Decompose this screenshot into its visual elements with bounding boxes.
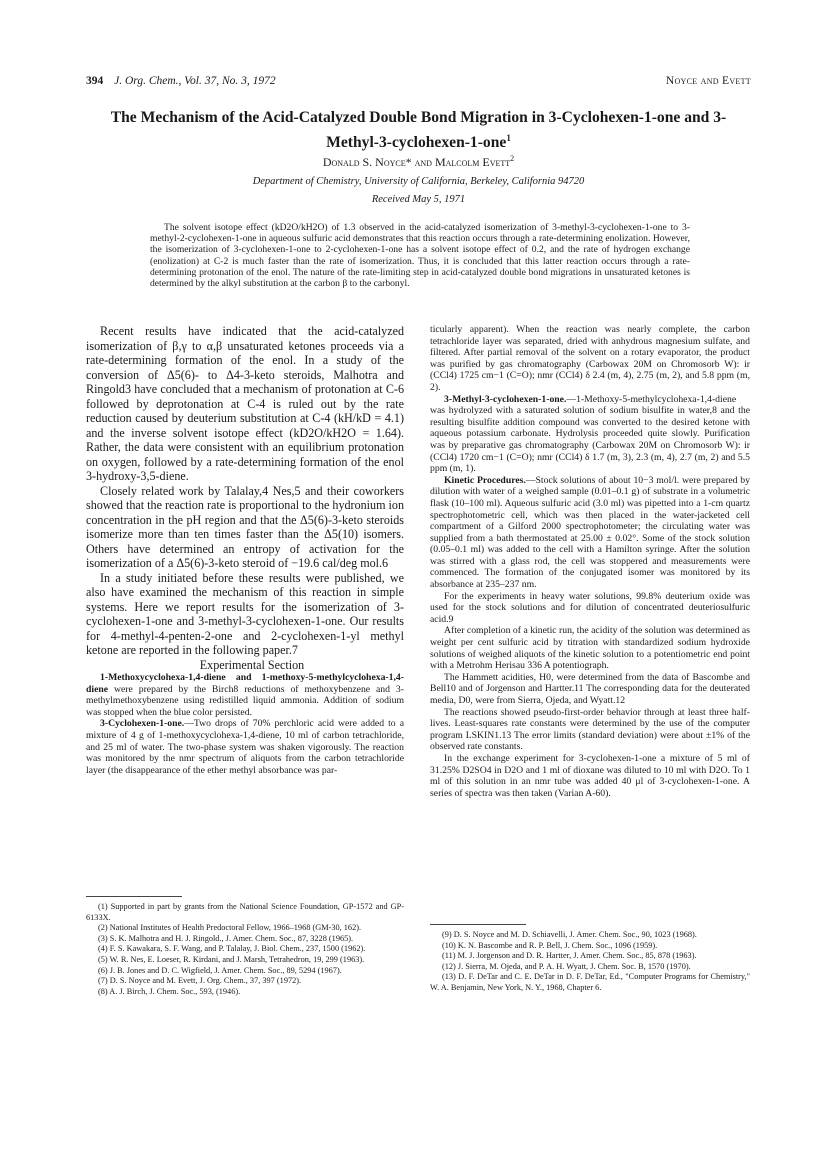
experimental-paragraph-1 (86, 672, 404, 718)
affiliation: Department of Chemistry, University of California, Berkeley, California 94720 (252, 176, 585, 187)
title-footnote-mark: 1 (506, 133, 511, 143)
experimental-paragraph-3: ticularly apparent). When the reaction was nearly complete, the carbon tetrachloride layer was separated, dried with anhydrous magnesium sulfate, and filtered. After partial removal of the solvent on a rotary evaporator, the product was purified by gas chromatography (Carbowax 20M on Chromosorb W): ir (CCl4) 1725 cm−1 (C=O); nmr (CCl4) δ 2.4 (m, 4), 2.75 (m, 2), and 5.8 ppm (m, 2). (430, 324, 750, 393)
experimental-paragraph-9: The reactions showed pseudo-first-order behavior through at least three half-lives. Least-squares rate constants were determined by the use of the computer program LSKIN1.13 The error limits (standard deviation) were about ±1% of the observed rate constants. (430, 706, 750, 753)
footnote: (11) M. J. Jorgenson and D. R. Hartter, J. Amer. Chem. Soc., 85, 878 (1963). (442, 951, 697, 961)
intro-paragraph-1: Recent results have indicated that the acid-catalyzed isomerization of β,γ to α,β unsaturated ketones proceeds via a rate-determining formation of the enol. In a study of the conversion of Δ5(6)- to Δ4-3-keto steroids, Malhotra and Ringold3 have concluded that a mechanism of protonation at C-6 followed by deprotonation at C-4 is ruled out by the rate reduction caused by deuterium substitution at C-4 (kH/kD = 4.1) and the inverse solvent isotope effect (kD2O/kH2O = 1.64). Rather, the data were consistent with an equilibrium protonation on oxygen, followed by a rate-determining formation of the enol 3-hydroxy-3,5-diene. (86, 324, 404, 483)
footnote: (1) Supported in part by grants from the National Science Foundation, GP-1572 and GP-6133X. (86, 902, 404, 922)
paragraph-text: were prepared by the Birch8 reductions of methoxybenzene and 3-methylmethoxybenzene using redistilled liquid ammonia. Addition of sodium was stopped when the blue color persisted. (86, 683, 404, 718)
intro-paragraph-3: In a study initiated before these results were published, we also have examined the mechanism of this reaction in simple systems. Here we report results for the isomerization of 3-cyclohexen-1-one and 3-methyl-3-cyclohexen-1-one. Our results for 4-methyl-4-penten-2-one and 2-cyclohexen-1-yl methyl ketone are reported in the following paper.7 (86, 570, 404, 657)
right-column (430, 324, 750, 799)
footnote: (3) S. K. Malhotra and H. J. Ringold., J. Amer. Chem. Soc., 87, 3228 (1965). (98, 933, 354, 943)
kinetic-procedures (430, 475, 750, 591)
author-line (86, 154, 751, 170)
experimental-paragraph-2 (86, 718, 404, 776)
footnotes-left (86, 902, 404, 997)
compound-heading: 3-Methyl-3-cyclohexen-1-one. (444, 393, 567, 405)
article-title-text: The Mechanism of the Acid-Catalyzed Double Bond Migration in 3-Cyclohexen-1-one and 3-Methyl-3-cyclohexen-1-one (110, 109, 727, 152)
subsection-heading: Kinetic Procedures. (444, 474, 526, 486)
experimental-paragraph-10: In the exchange experiment for 3-cyclohexen-1-one a mixture of 5 ml of 31.25% D2SO4 in D2O and 1 ml of dioxane was diluted to 10 ml with D2O. To 1 ml of this solution in an nmr tube was added 40 μl of 3-cyclohexen-1-one. A series of spectra was then taken (Varian A-60). (430, 752, 750, 799)
footnote-divider-right (430, 924, 526, 925)
footnote: (8) A. J. Birch, J. Chem. Soc., 593, (1946). (98, 986, 241, 996)
footnote: (6) J. B. Jones and D. C. Wigfield, J. Amer. Chem. Soc., 89, 5294 (1967). (98, 965, 342, 975)
received-date: Received May 5, 1971 (371, 194, 466, 205)
footnote: (9) D. S. Noyce and M. D. Schiavelli, J. Amer. Chem. Soc., 90, 1023 (1968). (442, 930, 697, 939)
footnote: (4) F. S. Kawakara, S. F. Wang, and P. Talalay, J. Biol. Chem., 237, 1500 (1962). (98, 944, 366, 954)
footnote: (12) J. Sierra, M. Ojeda, and P. A. H. Wyatt, J. Chem. Soc. B, 1570 (1970). (442, 961, 691, 971)
footnote: (7) D. S. Noyce and M. Evett, J. Org. Chem., 37, 397 (1972). (98, 976, 302, 986)
article-title (86, 108, 751, 153)
running-authors: Noyce and Evett (665, 75, 751, 87)
left-column (86, 324, 404, 776)
compound-heading: 3-Cyclohexen-1-one. (100, 718, 185, 730)
experimental-paragraph-8: The Hammett acidities, H0, were determined from the data of Bascombe and Bell10 and of Jorgenson and Hartter.11 The corresponding data for the deuterated media, D0, were from Sierra, Ojeda, and Wyatt.12 (430, 671, 750, 706)
page-number: 394 (86, 75, 104, 87)
paragraph-text: —Stock solutions of about 10−3 mol/l. were prepared by dilution with water of a weighed sample (0.01–0.1 g) of substrate in a volumetric flask (10–100 ml). Aqueous sulfuric acid (3.0 ml) was pipetted into a 1-cm quartz spectrophotometric cell, which was then placed in the water-jacketed cell compartment of a Gilford 2000 spectrophotometer; the circulating water was supplied from a bath thermostated at 25.00 ± 0.02°. Some of the stock solution (0.05–0.1 ml) was added to the cell with a Hamilton syringe. After the solution was stirred with a glass rod, the cell was stoppered and measurements were commenced. The formation of the conjugated isomer was monitored by its absorbance at 235–237 nm. (430, 474, 750, 591)
running-header (86, 75, 751, 91)
experimental-paragraph-6: For the experiments in heavy water solutions, 99.8% deuterium oxide was used for the stock solutions and for dilution of concentrated deuteriosulfuric acid.9 (430, 590, 750, 625)
footnote-divider-left (86, 896, 182, 897)
footnote: (10) K. N. Bascombe and R. P. Bell, J. Chem. Soc., 1096 (1959). (442, 940, 658, 950)
author-footnote-mark: 2 (510, 154, 515, 163)
footnote: (2) National Institutes of Health Predoctoral Fellow, 1966–1968 (GM-30, 162). (98, 923, 362, 933)
journal-citation: J. Org. Chem., Vol. 37, No. 3, 1972 (114, 75, 276, 87)
paragraph-text: —Two drops of 70% perchloric acid were added to a mixture of 4 g of 1-methoxycyclohexa-1,4-diene, 10 ml of carbon tetrachloride, and 25 ml of water. The two-phase system was shaken vigorously. The reaction was monitored by the nmr spectrum of aliquots from the carbon tetrachloride layer (the disappearance of the ether methyl absorbance was par- (86, 718, 404, 776)
compound-heading: 1-Methoxycyclohexa-1,4-diene and 1-methoxy-5-methylcyclohexa-1,4-diene (86, 672, 404, 695)
section-heading: Experimental Section (199, 657, 305, 672)
author-names: Donald S. Noyce* and Malcolm Evett (322, 155, 511, 169)
footnote: (5) W. R. Nes, E. Loeser, R. Kirdani, and J. Marsh, Tetrahedron, 19, 299 (1963). (98, 954, 365, 964)
intro-paragraph-2: Closely related work by Talalay,4 Nes,5 and their coworkers showed that the reaction rate is proportional to the hydronium ion concentration in the pH region and that the Δ5(6)-3-keto steroids isomerize more than ten times faster than the Δ5(10) isomers. Others have determined an entropy of activation for the isomerization of a Δ5(6)-3-keto steroid of −19.6 cal/deg mol.6 (86, 483, 404, 570)
footnotes-right (430, 930, 750, 994)
paragraph-text: —1-Methoxy-5-methylcyclohexa-1,4-diene was hydrolyzed with a saturated solution of sodium bisulfite in water,8 and the resulting bisulfite addition compound was converted to the desired ketone with aqueous potassium carbonate. Hydrolysis proceeded quite slowly. Purification was by preparative gas chromatography (Carbowax 20M on Chromosorb W): ir (CCl4) 1720 cm−1 (C=O); nmr (CCl4) δ 1.7 (m, 3), 2.3 (m, 4), 2.7 (m, 2) and 5.5 ppm (m, 1). (430, 393, 750, 475)
footnote: (13) D. F. DeTar and C. E. DeTar in D. F. DeTar, Ed., "Computer Programs for Chemistry," W. A. Benjamin, New York, N. Y., 1968, Chapter 6. (430, 972, 750, 992)
experimental-paragraph-7: After completion of a kinetic run, the acidity of the solution was determined as weight per cent sulfuric acid by titration with standardized sodium hydroxide solutions of weighed aliquots of the kinetic solution to a potentiometric end point with a Metrohm Herisau 336 A potentiograph. (430, 625, 750, 672)
abstract: The solvent isotope effect (kD2O/kH2O) of 1.3 observed in the acid-catalyzed isomerization of 3-methyl-3-cyclohexen-1-one to 3-methyl-2-cyclohexen-1-one in aqueous sulfuric acid demonstrates that this reaction occurs through a rate-determining enolization. However, the isomerization of 3-cyclohexen-1-one to 2-cyclohexen-1-one has a solvent isotope effect of 0.2, and the rate of hydrogen exchange (enolization) at C-2 is much faster than the rate of isomerization. Thus, it is concluded that this latter reaction occurs through a rate-determining protonation of the enol. The nature of the rate-limiting step in acid-catalyzed double bond migrations in unsaturated ketones is determined by the alkyl substitution at the carbon β to the carbonyl. (150, 222, 690, 290)
experimental-paragraph-4 (430, 394, 750, 475)
